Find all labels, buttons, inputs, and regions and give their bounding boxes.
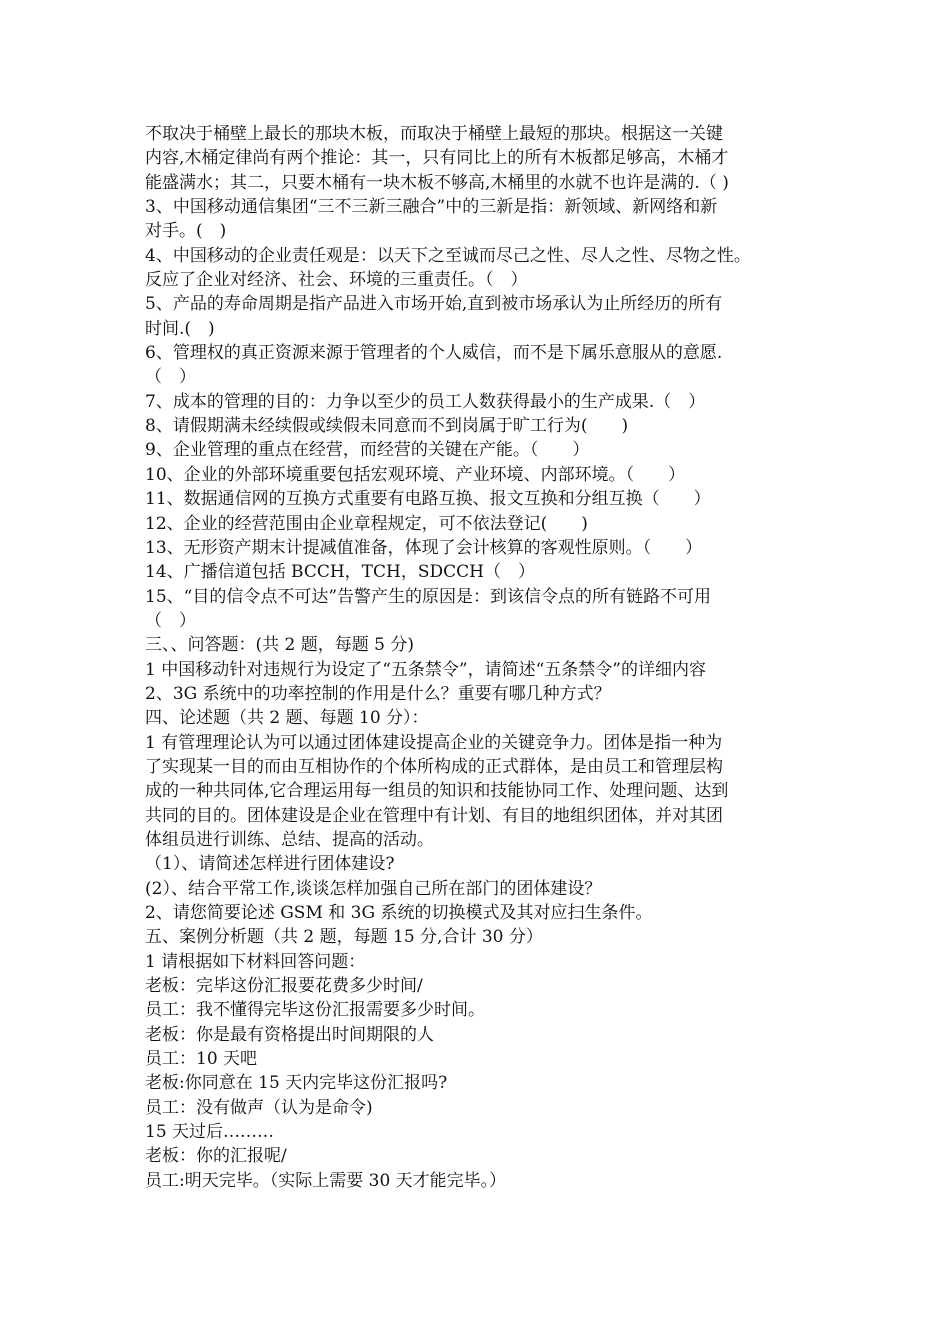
text-line: 四、论述题（共 2 题、每题 10 分）： [145,708,429,729]
text-line: 内容,木桶定律尚有两个推论：其一，只有同比上的所有木板都足够高，木桶才 [145,148,729,169]
text-line: 3、中国移动通信集团“三不三新三融合”中的三新是指：新领域、新网络和新 [145,197,718,218]
text-line: 反应了企业对经济、社会、环境的三重责任。（ ） [145,270,528,291]
text-line: 不取决于桶壁上最长的那块木板，而取决于桶壁上最短的那块。根据这一关键 [145,124,723,144]
text-line: 五、案例分析题（共 2 题，每题 15 分,合计 30 分） [145,927,543,948]
text-line: 老板：你的汇报呢/ [145,1146,287,1167]
text-line: 7、成本的管理的目的：力争以至少的员工人数获得最小的生产成果.（ ） [145,391,706,412]
text-line: (2）、结合平常工作,谈谈怎样加强自己所在部门的团体建设？ [145,878,602,899]
text-line: 10、企业的外部环境重要包括宏观环境、产业环境、内部环境。（ ） [145,464,686,485]
text-line: 2、3G 系统中的功率控制的作用是什么？重要有哪几种方式？ [145,683,611,704]
text-line: （ ） [145,610,196,631]
text-line: 老板:你同意在 15 天内完毕这份汇报吗? [145,1073,448,1094]
text-line: 11、数据通信网的互换方式重要有电路互换、报文互换和分组互换（ ） [145,489,711,510]
text-line: 了实现某一目的而由互相协作的个体所构成的正式群体，是由员工和管理层构 [145,756,723,777]
text-line: （1）、请简述怎样进行团体建设? [145,854,395,875]
text-line: 13、无形资产期末计提减值准备，体现了会计核算的客观性原则。（ ） [145,537,703,558]
text-line: 1 请根据如下材料回答问题： [145,951,366,972]
text-line: 三、、问答题：(共 2 题，每题 5 分) [145,635,415,656]
text-line: 15 天过后……… [145,1122,275,1143]
text-line: 1 中国移动针对违规行为设定了“五条禁令”，请简述“五条禁令”的详细内容 [145,659,706,680]
text-line: 9、企业管理的重点在经营，而经营的关键在产能。（ ） [145,440,590,461]
text-line: 14、广播信道包括 BCCH，TCH，SDCCH（ ） [145,562,535,583]
text-line: 4、中国移动的企业责任观是：以天下之至诚而尽己之性、尽人之性、尽物之性。 [145,245,751,266]
text-line: 员工：10 天吧 [145,1049,258,1070]
text-line: 老板：你是最有资格提出时间期限的人 [145,1024,434,1045]
text-line: 员工：没有做声（认为是命令) [145,1097,373,1118]
text-line: 2、请您简要论述 GSM 和 3G 系统的切换模式及其对应扫生条件。 [145,903,653,923]
text-line: 1 有管理理论认为可以通过团体建设提高企业的关键竞争力。团体是指一种为 [145,732,723,753]
document-page [145,122,825,1193]
text-line: 员工：我不懂得完毕这份汇报需要多少时间。 [145,1000,485,1021]
text-line: 成的一种共同体,它合理运用每一组员的知识和技能协同工作、处理问题、达到 [145,781,729,802]
text-line: 员工:明天完毕。（实际上需要 30 天才能完毕。） [145,1170,507,1191]
text-line: 老板：完毕这份汇报要花费多少时间/ [145,976,423,997]
text-line: 时间.( ) [145,318,215,339]
text-line: 对手。( ) [145,221,227,242]
text-line: （ ） [145,367,196,388]
text-line: 共同的目的。团体建设是企业在管理中有计划、有目的地组织团体，并对其团 [145,805,723,826]
text-line: 6、管理权的真正资源来源于管理者的个人威信，而不是下属乐意服从的意愿. [145,343,723,364]
text-line: 15、“目的信令点不可达”告警产生的原因是：到该信令点的所有链路不可用 [145,586,712,607]
text-line: 能盛满水；其二，只要木桶有一块木板不够高,木桶里的水就不也许是满的.（ ) [145,172,729,193]
text-line: 5、产品的寿命周期是指产品进入市场开始,直到被市场承认为止所经历的所有 [145,294,723,315]
text-line: 体组员进行训练、总结、提高的活动。 [145,829,434,850]
text-line: 12、企业的经营范围由企业章程规定，可不依法登记( ) [145,513,588,534]
text-line: 8、请假期满未经续假或续假未同意而不到岗属于旷工行为( ) [145,416,629,437]
